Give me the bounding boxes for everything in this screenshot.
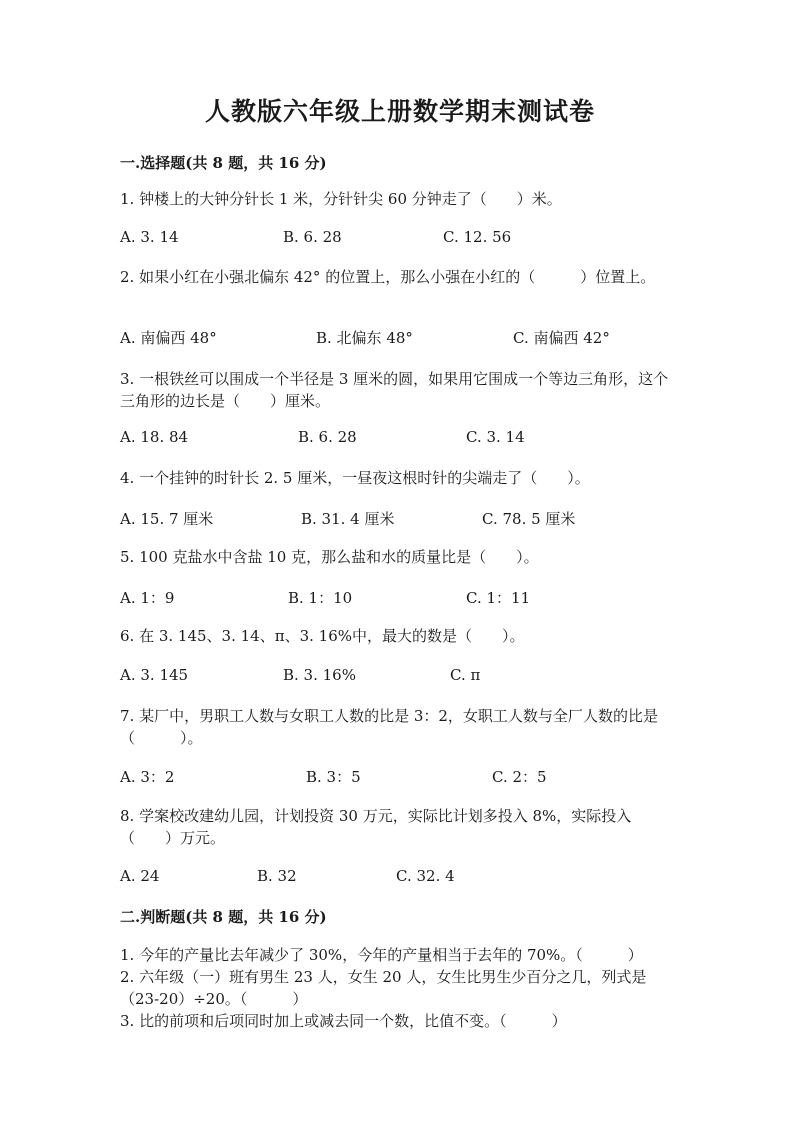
option-c: C. 12. 56: [443, 228, 512, 246]
question-6: 6. 在 3. 145、3. 14、π、3. 16%中，最大的数是（ ）。: [120, 627, 525, 645]
option-c: C. π: [450, 666, 481, 684]
question-4: 4. 一个挂钟的时针长 2. 5 厘米，一昼夜这根时针的尖端走了（ ）。: [120, 469, 590, 487]
option-a: A. 南偏西 48°: [120, 329, 217, 347]
question-8: 8. 学案校改建幼儿园，计划投资 30 万元，实际比计划多投入 8%，实际投入（ ）万元。: [120, 807, 632, 847]
question-2: 2. 如果小红在小强北偏东 42° 的位置上，那么小强在小红的（ ）位置上。: [120, 268, 656, 286]
question-1-options: [120, 228, 680, 250]
option-b: B. 北偏东 48°: [316, 329, 413, 347]
option-a: A. 15. 7 厘米: [120, 510, 214, 528]
option-b: B. 3. 16%: [283, 666, 356, 684]
option-b: B. 6. 28: [283, 228, 342, 246]
judge-item-1: 1. 今年的产量比去年减少了 30%，今年的产量相当于去年的 70%。（ ）: [120, 946, 643, 964]
question-2-options: [120, 327, 680, 349]
option-c: C. 南偏西 42°: [513, 329, 610, 347]
option-a: A. 3. 145: [120, 666, 189, 684]
section-heading-judge: 二.判断题(共 8 题，共 16 分): [120, 908, 327, 926]
section-heading-choice: 一.选择题(共 8 题，共 16 分): [120, 154, 327, 172]
option-a: A. 1：9: [120, 589, 175, 607]
question-4-options: [120, 508, 680, 530]
option-b: B. 32: [257, 867, 297, 885]
question-7: 7. 某厂中，男职工人数与女职工人数的比是 3：2，女职工人数与全厂人数的比是（ ）。: [120, 707, 658, 747]
judge-item-3: 3. 比的前项和后项同时加上或减去同一个数，比值不变。（ ）: [120, 1012, 567, 1030]
question-1: 1. 钟楼上的大钟分针长 1 米，分针针尖 60 分钟走了（ ）米。: [120, 190, 562, 208]
question-5: 5. 100 克盐水中含盐 10 克，那么盐和水的质量比是（ ）。: [120, 548, 539, 566]
option-c: C. 1：11: [466, 589, 531, 607]
option-c: C. 3. 14: [466, 428, 525, 446]
option-a: A. 18. 84: [120, 428, 189, 446]
option-b: B. 6. 28: [298, 428, 357, 446]
judge-item-2: 2. 六年级（一）班有男生 23 人，女生 20 人，女生比男生少百分之几，列式是（23-20）÷20。（ ）: [120, 968, 647, 1008]
question-8-options: [120, 867, 680, 889]
option-c: C. 32. 4: [396, 867, 455, 885]
option-c: C. 2：5: [492, 768, 547, 786]
question-5-options: [120, 587, 680, 609]
option-a: A. 3. 14: [120, 228, 179, 246]
question-6-options: [120, 666, 680, 688]
option-b: B. 3：5: [306, 768, 361, 786]
question-7-options: [120, 766, 680, 788]
option-a: A. 3：2: [120, 768, 175, 786]
question-3-options: [120, 428, 680, 450]
question-3: 3. 一根铁丝可以围成一个半径是 3 厘米的圆，如果用它围成一个等边三角形，这个三角形的边长是（ ）厘米。: [120, 370, 669, 410]
option-c: C. 78. 5 厘米: [482, 510, 576, 528]
option-b: B. 1：10: [288, 589, 353, 607]
option-a: A. 24: [120, 867, 160, 885]
page-title: 人教版六年级上册数学期末测试卷: [204, 97, 595, 126]
option-b: B. 31. 4 厘米: [301, 510, 395, 528]
